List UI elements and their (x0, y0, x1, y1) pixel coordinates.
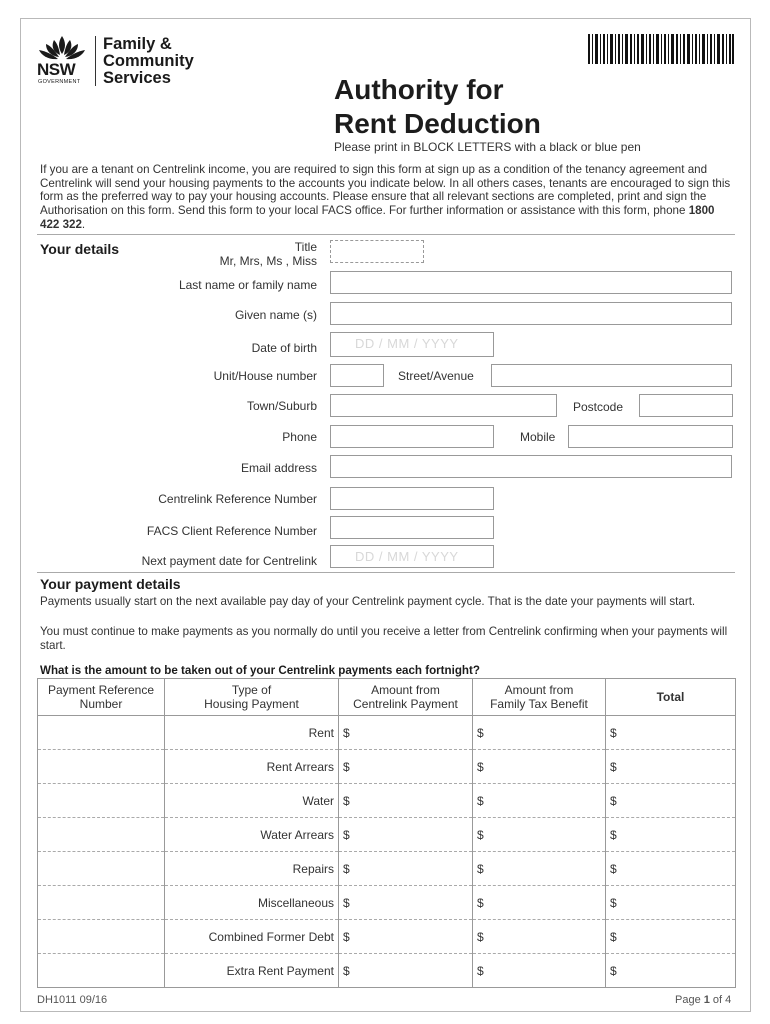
payment-details-heading: Your payment details (40, 576, 181, 592)
payment-ref-cell[interactable] (38, 920, 165, 954)
total-cell[interactable]: $ (606, 750, 736, 784)
town-input[interactable] (330, 394, 557, 417)
logo-government: GOVERNMENT (38, 79, 81, 85)
page-suffix: of 4 (709, 994, 732, 1006)
total-cell[interactable]: $ (606, 852, 736, 886)
header-text: Type of (231, 683, 272, 697)
amount-question: What is the amount to be taken out of your Centrelink payments each fortnight? (40, 664, 480, 677)
form-title (334, 73, 541, 141)
given-name-input[interactable] (330, 302, 732, 325)
mobile-input[interactable] (568, 425, 733, 448)
email-input[interactable] (330, 455, 732, 478)
postcode-input[interactable] (639, 394, 733, 417)
table-row (38, 920, 736, 954)
header-total: Total (606, 679, 736, 716)
unit-label: Unit/House number (213, 369, 317, 383)
form-title-line-1: Authority for (334, 74, 504, 105)
intro-text: If you are a tenant on Centrelink income, you are required to sign this form at sign up as a condition of the tenancy agreement and Centrelink will send your housing payments to the accounts you indicate below. In all others cases, tenants are encouraged to sign this form as the preferred way to pay your housing accounts. Please ensure that all relevant sections are completed, print and sign the Authorisation on this form. Send this form to your local FACS office. For further information or assistance with this form, phone (40, 163, 731, 218)
page-prefix: Page (675, 994, 704, 1006)
centrelink-amount-cell[interactable]: $ (339, 750, 473, 784)
header-text: Centrelink Payment (353, 697, 458, 711)
page-current: 1 (703, 994, 710, 1006)
table-row (38, 818, 736, 852)
form-title-line-2: Rent Deduction (334, 108, 541, 139)
header-payment-ref (38, 679, 165, 716)
dob-label: Date of birth (251, 341, 317, 355)
facs-ref-input[interactable] (330, 516, 494, 539)
email-label: Email address (240, 461, 317, 475)
housing-type-cell: Extra Rent Payment (165, 954, 339, 988)
centrelink-amount-cell[interactable]: $ (339, 954, 473, 988)
table-row (38, 886, 736, 920)
centrelink-amount-cell[interactable]: $ (339, 920, 473, 954)
logo-facs (103, 36, 194, 87)
last-name-label: Last name or family name (178, 278, 317, 292)
next-payment-label: Next payment date for Centrelink (141, 554, 317, 568)
payment-ref-cell[interactable] (38, 886, 165, 920)
centrelink-amount-cell[interactable]: $ (339, 716, 473, 750)
logo-line-3: Services (103, 69, 171, 87)
ftb-amount-cell[interactable]: $ (473, 784, 606, 818)
next-payment-input[interactable]: DD / MM / YYYY (330, 545, 494, 568)
ftb-amount-cell[interactable]: $ (473, 750, 606, 784)
divider (37, 572, 735, 573)
phone-label: Phone (282, 430, 317, 444)
title-options: Mr, Mrs, Ms , Miss (219, 254, 317, 268)
housing-type-cell: Water Arrears (165, 818, 339, 852)
payment-para-2: You must continue to make payments as you normally do until you receive a letter from Centrelink confirming when your payments will start. (40, 625, 728, 652)
header-text: Family Tax Benefit (490, 697, 588, 711)
centrelink-amount-cell[interactable]: $ (339, 784, 473, 818)
housing-type-cell: Combined Former Debt (165, 920, 339, 954)
divider (37, 234, 735, 235)
header-text: Housing Payment (204, 697, 299, 711)
page-number (675, 994, 731, 1006)
centrelink-amount-cell[interactable]: $ (339, 818, 473, 852)
table-row (38, 852, 736, 886)
payment-ref-cell[interactable] (38, 818, 165, 852)
table-header-row (38, 679, 736, 716)
logo-line-1: Family & (103, 35, 172, 53)
intro-phone: 1800 422 322 (40, 204, 715, 231)
total-cell[interactable]: $ (606, 886, 736, 920)
payment-ref-cell[interactable] (38, 750, 165, 784)
header-text: Amount from (371, 683, 440, 697)
table-row (38, 784, 736, 818)
street-input[interactable] (491, 364, 732, 387)
header-text: Payment Reference (47, 683, 155, 697)
ftb-amount-cell[interactable]: $ (473, 852, 606, 886)
centrelink-amount-cell[interactable]: $ (339, 852, 473, 886)
housing-type-cell: Rent Arrears (165, 750, 339, 784)
total-cell[interactable]: $ (606, 920, 736, 954)
header-housing-type (165, 679, 339, 716)
centrelink-ref-label: Centrelink Reference Number (158, 492, 317, 506)
payment-ref-cell[interactable] (38, 852, 165, 886)
dob-input[interactable]: DD / MM / YYYY (330, 332, 494, 357)
last-name-input[interactable] (330, 271, 732, 294)
your-details-heading: Your details (40, 241, 120, 257)
town-label: Town/Suburb (246, 399, 317, 413)
mobile-label: Mobile (520, 430, 556, 444)
unit-input[interactable] (330, 364, 384, 387)
given-name-label: Given name (s) (234, 308, 317, 322)
payment-ref-cell[interactable] (38, 716, 165, 750)
instructions-subtitle: Please print in BLOCK LETTERS with a black or blue pen (334, 140, 641, 154)
header-centrelink-amount (339, 679, 473, 716)
facs-ref-label: FACS Client Reference Number (146, 524, 317, 538)
total-cell[interactable]: $ (606, 716, 736, 750)
logo-nsw: NSW (37, 60, 76, 79)
table-row (38, 954, 736, 988)
header-text: Number (79, 697, 123, 711)
phone-input[interactable] (330, 425, 494, 448)
intro-paragraph (40, 163, 735, 232)
payment-para-1: Payments usually start on the next available pay day of your Centrelink payment cycle. That is the date your payments will start. (40, 595, 696, 608)
title-label: Title (294, 240, 317, 254)
logo-divider (95, 36, 96, 86)
intro-end: . (81, 217, 86, 231)
total-cell[interactable]: $ (606, 818, 736, 852)
centrelink-amount-cell[interactable]: $ (339, 886, 473, 920)
ftb-amount-cell[interactable]: $ (473, 886, 606, 920)
table-row (38, 716, 736, 750)
payment-table (37, 678, 736, 988)
header-text: Amount from (504, 683, 574, 697)
centrelink-ref-input[interactable] (330, 487, 494, 510)
title-input[interactable] (330, 240, 424, 263)
total-cell[interactable]: $ (606, 784, 736, 818)
header-ftb-amount (473, 679, 606, 716)
housing-type-cell: Repairs (165, 852, 339, 886)
payment-ref-cell[interactable] (38, 784, 165, 818)
housing-type-cell: Rent (165, 716, 339, 750)
ftb-amount-cell[interactable]: $ (473, 954, 606, 988)
postcode-label: Postcode (573, 400, 624, 414)
housing-type-cell: Miscellaneous (165, 886, 339, 920)
ftb-amount-cell[interactable]: $ (473, 818, 606, 852)
ftb-amount-cell[interactable]: $ (473, 716, 606, 750)
street-label: Street/Avenue (398, 369, 474, 383)
table-row (38, 750, 736, 784)
payment-ref-cell[interactable] (38, 954, 165, 988)
form-code: DH1011 09/16 (37, 994, 108, 1006)
total-cell[interactable]: $ (606, 954, 736, 988)
ftb-amount-cell[interactable]: $ (473, 920, 606, 954)
barcode (588, 34, 734, 64)
logo-line-2: Community (103, 52, 194, 70)
housing-type-cell: Water (165, 784, 339, 818)
